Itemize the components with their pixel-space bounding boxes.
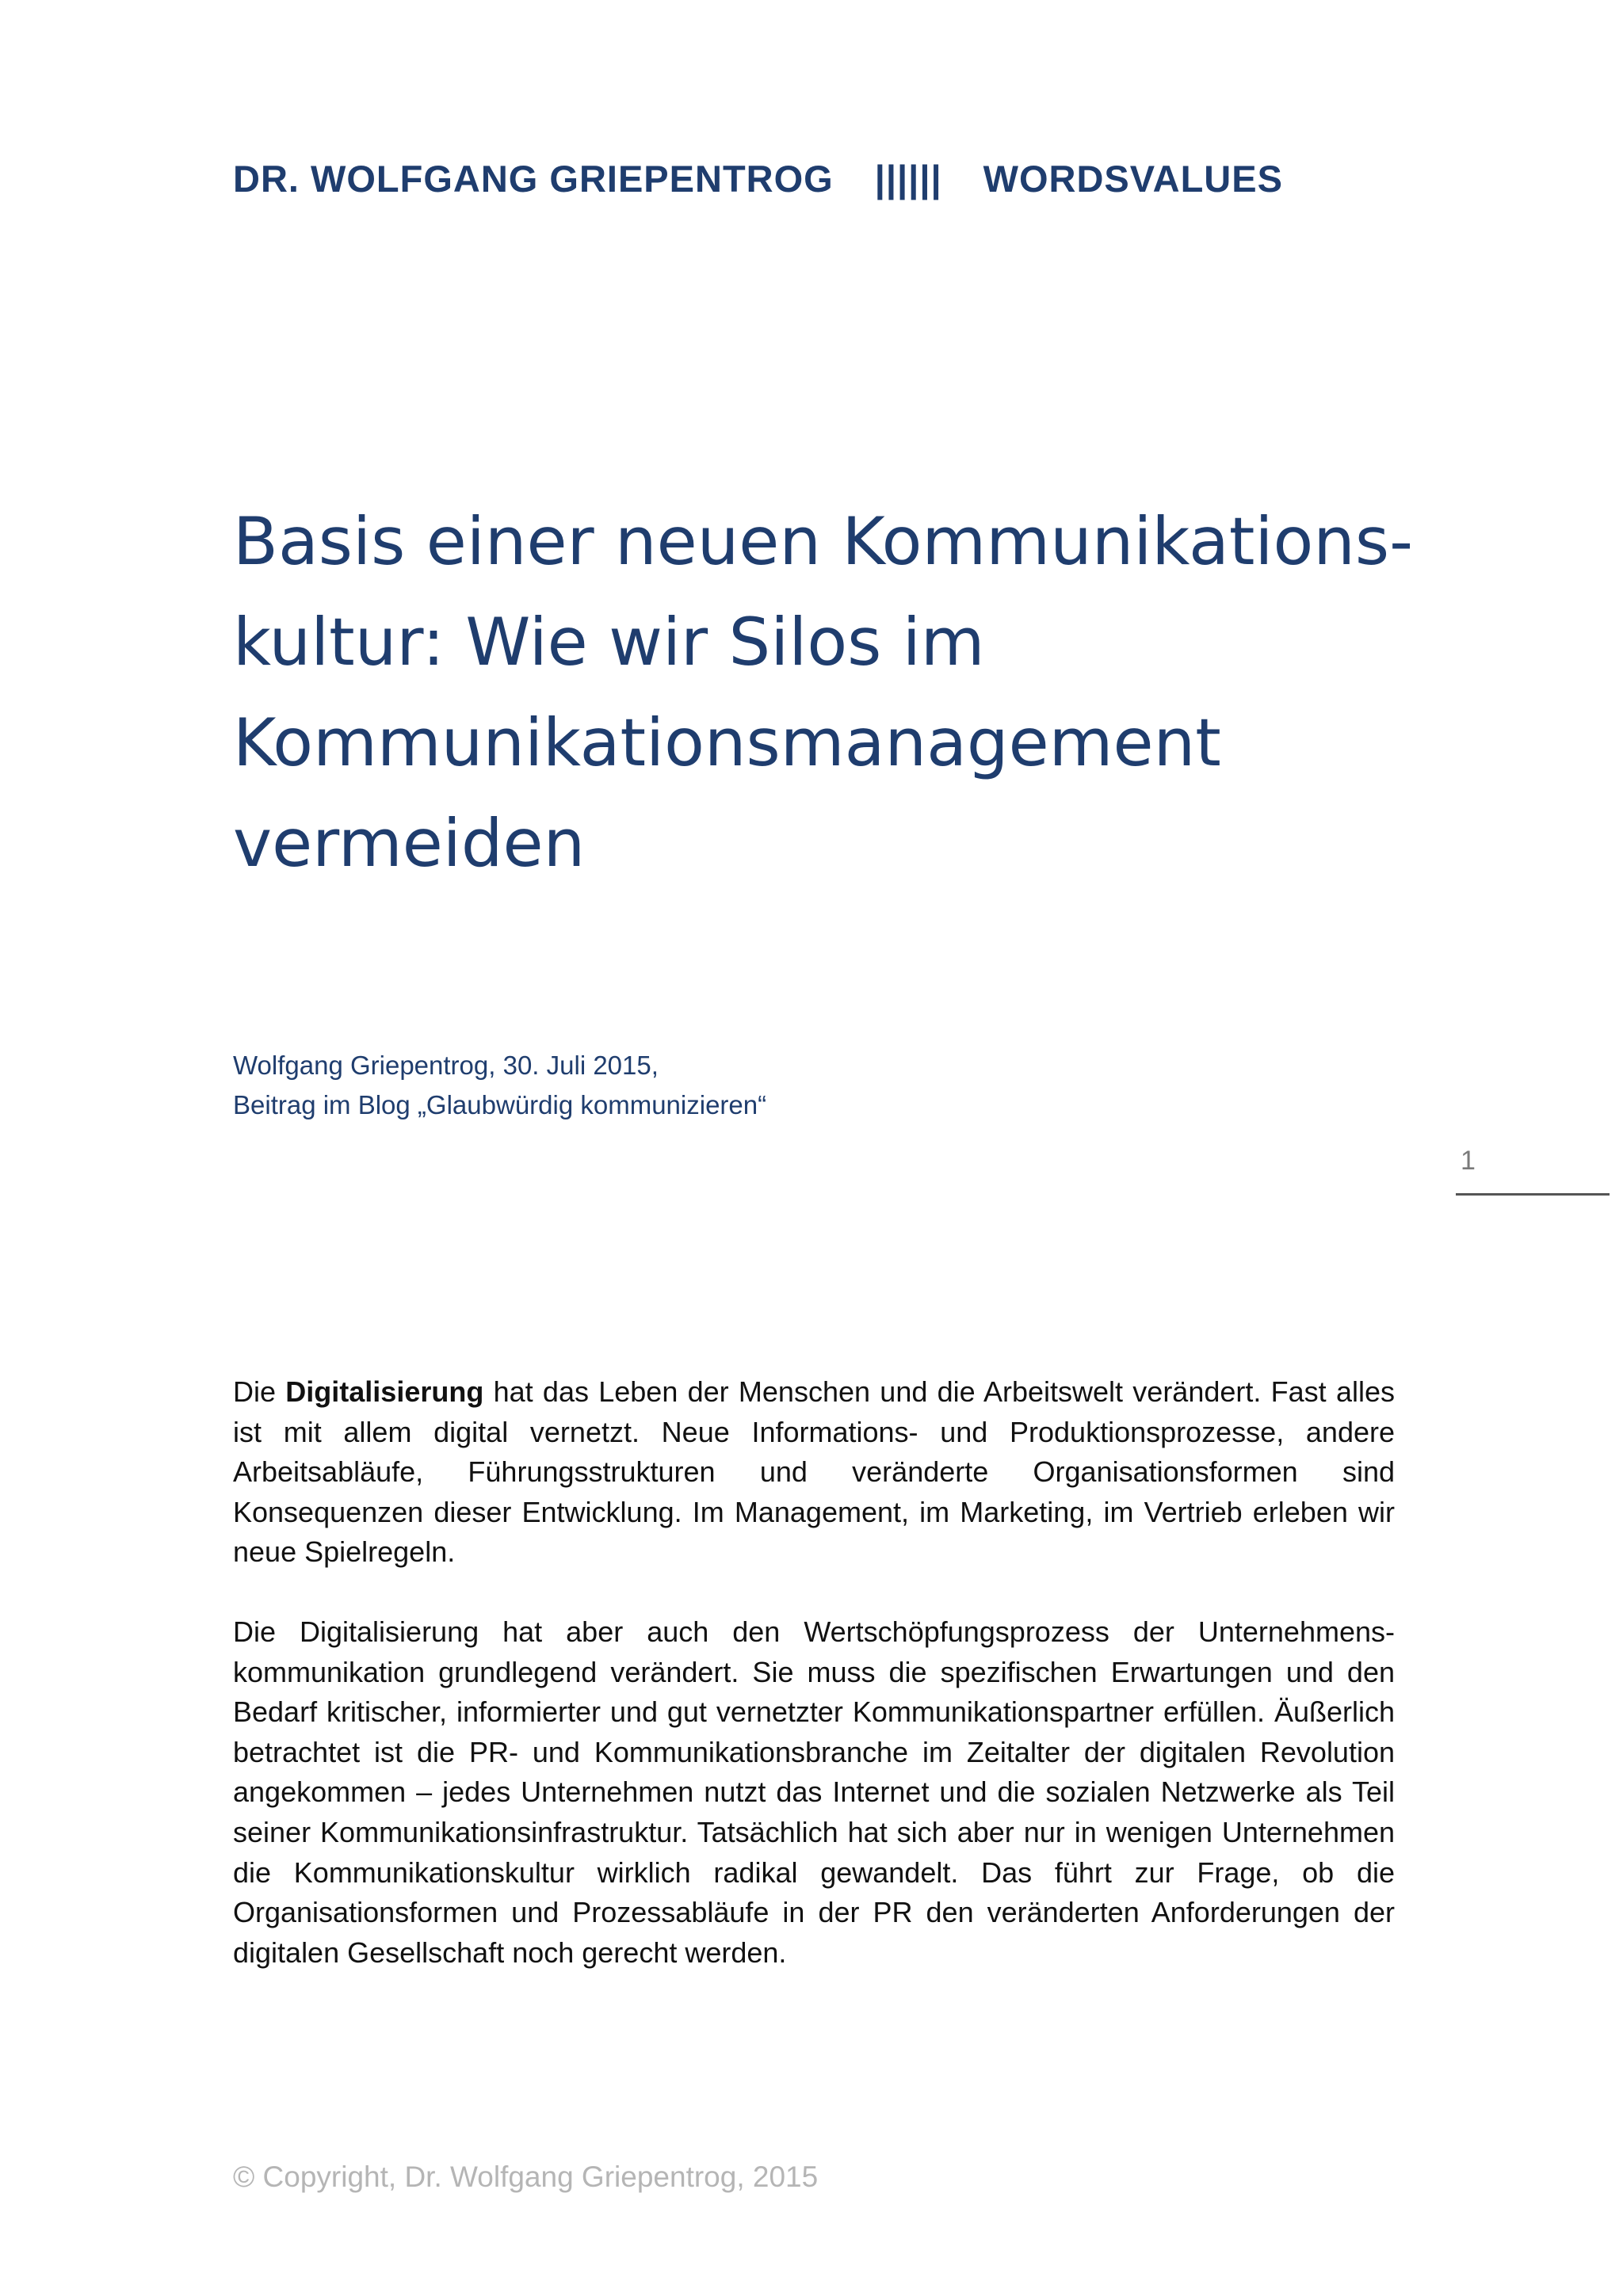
document-title: [233, 491, 1422, 894]
title-line: vermeiden: [233, 805, 586, 882]
paragraph: Die Digitalisierung hat aber auch den Wertschöpfungsprozess der Unternehmens-kommunikation grundlegend verändert. Sie muss die spezifischen Erwartungen und den Bedarf kritischer, informierter und gut vernetzter Kommunikationspartner erfüllen. Äußerlich betrachtet ist die PR- und Kommunikationsbranche im Zeitalter der digitalen Revolution angekommen – jedes Unternehmen nutzt das Internet und die sozialen Netzwerke als Teil seiner Kommunikationsinfrastruktur. Tatsächlich hat sich aber nur in wenigen Unternehmen die Kommunikationskultur wirklich radikal gewandelt. Das führt zur Frage, ob die Organisationsformen und Prozessabläufe in der PR den veränderten Anforderungen der digitalen Gesellschaft noch gerecht werden.: [233, 1615, 1395, 1969]
title-line: Basis einer neuen Kommunikations-: [233, 503, 1414, 580]
source-note: Beitrag im Blog „Glaubwürdig kommunizieren“: [233, 1090, 767, 1119]
byline: Wolfgang Griepentrog, 30. Juli 2015,: [233, 1051, 659, 1080]
body-text: [233, 1372, 1395, 2012]
document-meta: [233, 1046, 766, 1125]
title-line: Kommunikationsmanagement: [233, 704, 1221, 781]
page-number-marker: [1456, 1146, 1610, 1196]
page-number: 1: [1461, 1146, 1476, 1176]
header-author: DR. WOLFGANG GRIEPENTROG: [233, 158, 834, 200]
page-header: [233, 157, 1283, 200]
paragraph-text: hat das Leben der Menschen und die Arbeitswelt verändert. Fast alles ist mit allem digital vernetzt. Neue Informations- und Produktionsprozesse, andere Arbeitsabläufe, Führungsstrukturen und veränderte Organisationsformen sind Konsequenzen dieser Entwicklung. Im Management, im Marketing, im Vertrieb erleben wir neue Spielregeln.: [233, 1375, 1395, 1569]
paragraph-lead: Die: [233, 1375, 286, 1408]
emphasis-term: Digitalisierung: [285, 1375, 484, 1408]
header-brand: WORDSVALUES: [983, 158, 1283, 200]
header-separator: ||||||: [874, 158, 942, 200]
paragraph: [233, 1372, 1395, 1573]
copyright-notice: © Copyright, Dr. Wolfgang Griepentrog, 2015: [233, 2161, 819, 2193]
title-line: kultur: Wie wir Silos im: [233, 604, 985, 681]
